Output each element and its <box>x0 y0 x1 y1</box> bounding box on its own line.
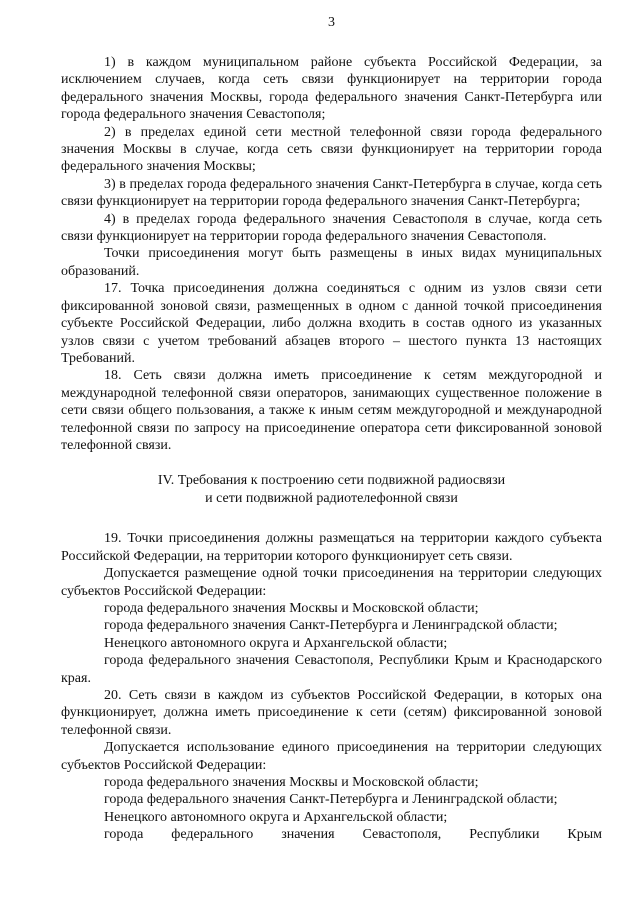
section-heading-line-2: и сети подвижной радиотелефонной связи <box>205 491 458 507</box>
list-item-nenets-2: Ненецкого автономного округа и Архангельской области; <box>104 809 448 825</box>
list-item-moscow-2: города федерального значения Москвы и Московской области; <box>104 775 479 791</box>
list-item-spb-2: города федерального значения Санкт-Петербурга и Ленинградской области; <box>104 792 558 808</box>
paragraph-20-allowance: Допускается использование единого присоединения на территории следующих субъектов Российской Федерации: <box>61 740 602 773</box>
section-heading-line-1: IV. Требования к построению сети подвижной радиосвязи <box>157 473 506 489</box>
paragraph-1: 1) в каждом муниципальном районе субъекта Российской Федерации, за исключением случаев, когда сеть связи функционирует на территории города федерального значения Москвы, города федерального значения Санкт-Петербурга или города федерального значения Севастополя; <box>61 55 602 123</box>
list-item-nenets: Ненецкого автономного округа и Архангельской области; <box>104 635 448 651</box>
list-item-sevastopol-2: города федерального значения Севастополя, Республики Крым <box>104 827 602 843</box>
paragraph-3: 3) в пределах города федерального значения Санкт-Петербурга в случае, когда сеть связи функционирует на территории города федерального значения Санкт-Петербурга; <box>61 176 602 210</box>
document-body <box>61 54 602 844</box>
paragraph-20: 20. Сеть связи в каждом из субъектов Российской Федерации, в которых она функционирует, должна иметь присоединение к сети (сетям) фиксированной зоновой телефонной связи. <box>61 688 602 738</box>
paragraph-19: 19. Точки присоединения должны размещаться на территории каждого субъекта Российской Федерации, на территории которого функционирует сеть связи. <box>61 531 602 564</box>
paragraph-2: 2) в пределах единой сети местной телефонной связи города федерального значения Москвы в случае, когда сеть связи функционирует на территории города федерального значения Москвы; <box>61 124 602 175</box>
list-item-sevastopol: города федерального значения Севастополя, Республики Крым и Краснодарского края. <box>61 653 602 686</box>
paragraph-19-allowance: Допускается размещение одной точки присоединения на территории следующих субъектов Российской Федерации: <box>61 566 602 599</box>
section-heading <box>61 472 602 508</box>
paragraph-17: 17. Точка присоединения должна соединяться с одним из узлов связи сети фиксированной зоновой связи, размещенных в одном с данной точкой присоединения субъекте Российской Федерации, либо должна входить в состав одного из указанных узлов связи с учетом требований абзацев второго – шестого пункта 13 настоящих Требований. <box>61 281 602 366</box>
list-item-moscow: города федерального значения Москвы и Московской области; <box>104 600 479 616</box>
paragraph-5: Точки присоединения могут быть размещены в иных видах муниципальных образований. <box>61 246 602 279</box>
paragraph-4: 4) в пределах города федерального значения Севастополя в случае, когда сеть связи функционирует на территории города федерального значения Севастополя. <box>61 211 602 245</box>
paragraph-18: 18. Сеть связи должна иметь присоединение к сетям междугородной и международной телефонной связи операторов, занимающих существенное положение в сети связи общего пользования, а также к иным сетям междугородной и международной телефонной связи по запросу на присоединение оператора сети фиксированной зоновой телефонной связи. <box>61 368 602 453</box>
page-number: 3 <box>328 15 335 30</box>
list-item-spb: города федерального значения Санкт-Петербурга и Ленинградской области; <box>104 618 558 634</box>
